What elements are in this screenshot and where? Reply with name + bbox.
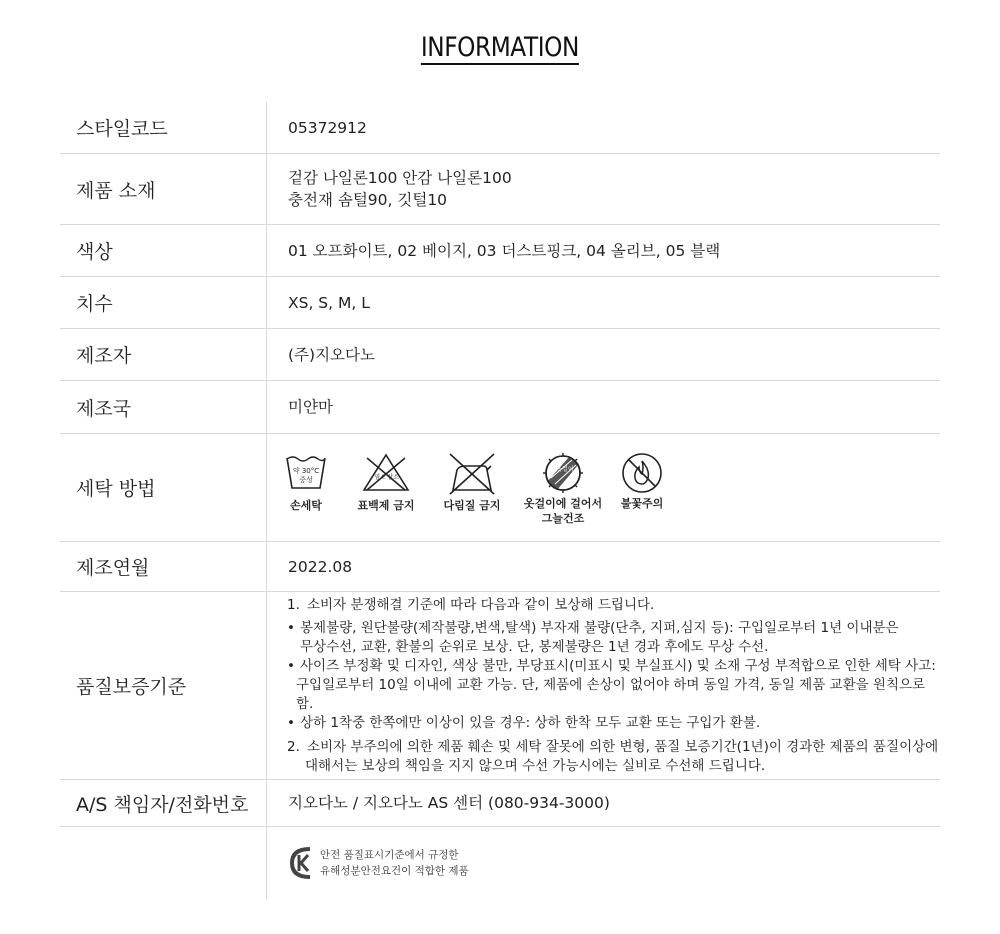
page-title bbox=[0, 32, 1000, 63]
no-iron-caption: 다림질 금지 bbox=[443, 499, 501, 512]
quality-bullet-2: • 사이즈 부정확 및 디자인, 색상 불만, 부당표시(미표시 및 부실표시) 및 소재 구성 부적합으로 인한 세탁 사고: 구입일로부터 10일 이내에 교환 가능. 단, 제품에 손상이 없어야 하며 동일 가격, 동일 제품 교환을 원칙으로 함. bbox=[287, 657, 940, 714]
label-washing: 세탁 방법 bbox=[60, 434, 267, 541]
row-quality bbox=[60, 592, 940, 780]
fire-caution-caption: 불꽃주의 bbox=[620, 497, 664, 510]
no-bleach-caption: 표백제 금지 bbox=[357, 499, 415, 512]
quality-bullet-2-l1: 사이즈 부정확 및 디자인, 색상 불만, 부당표시(미표시 및 부실표시) 및 소재 구성 부적합으로 인한 세탁 사고: bbox=[300, 657, 936, 674]
label-quality: 품질보증기준 bbox=[60, 592, 267, 779]
hand-wash-icon bbox=[284, 452, 328, 492]
hand-wash-temp: 약 30°C bbox=[292, 467, 320, 475]
value-kc bbox=[267, 827, 940, 899]
hang-dry-inner: 옷걸이 bbox=[556, 466, 574, 473]
quality-bullet-3-l1: 상하 1착중 한쪽에만 이상이 있을 경우: 상하 한착 모두 교환 또는 구입가 환불. bbox=[300, 714, 761, 731]
label-country: 제조국 bbox=[60, 381, 267, 433]
value-style-code: 05372912 bbox=[288, 118, 367, 137]
label-kc-empty bbox=[60, 827, 267, 899]
wash-item-bleach bbox=[355, 452, 417, 513]
row-style-code bbox=[60, 102, 940, 154]
label-as: A/S 책임자/전화번호 bbox=[60, 780, 267, 826]
label-material: 제품 소재 bbox=[60, 154, 267, 224]
wash-item-hang bbox=[523, 452, 603, 526]
quality-bullet-1-l2: 무상수선, 교환, 환불의 순위로 보상. 단, 봉제불량은 1년 경과 후에도 무상 수선. bbox=[300, 638, 769, 655]
wash-item-iron bbox=[441, 452, 503, 513]
kc-mark-icon bbox=[288, 845, 314, 881]
quality-text bbox=[287, 596, 940, 776]
value-washing bbox=[267, 434, 940, 541]
hang-dry-shade-icon bbox=[541, 452, 585, 494]
row-maker bbox=[60, 329, 940, 381]
no-bleach-icon bbox=[361, 452, 411, 492]
value-color: 01 오프화이트, 02 베이지, 03 더스트핑크, 04 올리브, 05 블랙 bbox=[288, 241, 721, 260]
value-size: XS, S, M, L bbox=[288, 293, 370, 312]
value-maker: (주)지오다노 bbox=[288, 345, 375, 364]
kc-line-2: 유해성분안전요건이 적합한 제품 bbox=[320, 865, 469, 877]
quality-bullet-3: • 상하 1착중 한쪽에만 이상이 있을 경우: 상하 한착 모두 교환 또는 구입가 환불. bbox=[287, 714, 761, 731]
quality-item-1-text: 소비자 분쟁해결 기준에 따라 다음과 같이 보상해 드립니다. bbox=[307, 596, 655, 613]
quality-bullet-1: • 봉제불량, 원단불량(제작불량,변색,탈색) 부자재 불량(단추, 지퍼,심지 등): 구입일로부터 1년 이내분은 무상수선, 교환, 환불의 순위로 보상. 단, 봉제불량은 1년 경과 후에도 무상 수선. bbox=[287, 619, 899, 655]
kc-line-1: 안전 품질표시기준에서 규정한 bbox=[320, 849, 459, 861]
quality-item-2 bbox=[287, 738, 940, 776]
material-line-2: 충전재 솜털90, 깃털10 bbox=[288, 191, 448, 209]
quality-num-1: 1. bbox=[287, 596, 300, 613]
row-as bbox=[60, 780, 940, 827]
value-date: 2022.08 bbox=[288, 557, 353, 576]
wash-item-fire bbox=[617, 452, 667, 511]
value-quality bbox=[267, 592, 940, 779]
no-bleach-oxygen: 산소 bbox=[387, 474, 399, 481]
fire-caution-icon bbox=[620, 452, 664, 494]
no-iron-icon bbox=[447, 452, 497, 496]
hang-dry-caption-1: 옷걸이에 걸어서 bbox=[523, 497, 603, 510]
row-date bbox=[60, 542, 940, 592]
washing-icons bbox=[284, 452, 667, 526]
info-table bbox=[60, 102, 940, 899]
row-washing bbox=[60, 434, 940, 542]
row-size bbox=[60, 277, 940, 329]
quality-item-2-l1: 소비자 부주의에 의한 제품 훼손 및 세탁 잘못에 의한 변형, 품질 보증기간(1년)이 경과한 제품의 품질이상에 bbox=[307, 738, 939, 755]
quality-item-2-l2: 대해서는 보상의 책임을 지지 않으며 수선 가능시에는 실비로 수선해 드립니다. bbox=[305, 757, 766, 774]
row-country bbox=[60, 381, 940, 434]
hang-dry-caption-2: 그늘건조 bbox=[541, 512, 585, 525]
quality-bullet-2-l2: 구입일로부터 10일 이내에 교환 가능. 단, 제품에 손상이 없어야 하며 동일 가격, 동일 제품 교환을 원칙으로 함. bbox=[296, 676, 926, 712]
no-bleach-chlorine: 염소 bbox=[374, 474, 386, 481]
hand-wash-caption: 손세탁 bbox=[290, 499, 322, 512]
quality-num-2: 2. bbox=[287, 738, 300, 755]
page-title-text: INFORMATION bbox=[420, 32, 580, 63]
label-style-code: 스타일코드 bbox=[60, 102, 267, 153]
wash-item-hand bbox=[284, 452, 328, 513]
value-country: 미얀마 bbox=[288, 398, 333, 416]
hand-wash-neutral: 중성 bbox=[299, 476, 313, 484]
label-date: 제조연월 bbox=[60, 542, 267, 591]
label-size: 치수 bbox=[60, 277, 267, 328]
label-maker: 제조자 bbox=[60, 329, 267, 380]
row-color bbox=[60, 225, 940, 277]
quality-bullet-1-l1: 봉제불량, 원단불량(제작불량,변색,탈색) 부자재 불량(단추, 지퍼,심지 등): 구입일로부터 1년 이내분은 bbox=[300, 619, 899, 636]
row-kc bbox=[60, 827, 940, 899]
value-as: 지오다노 / 지오다노 AS 센터 (080-934-3000) bbox=[288, 794, 610, 812]
quality-item-1 bbox=[287, 596, 940, 615]
label-color: 색상 bbox=[60, 225, 267, 276]
material-line-1: 겉감 나일론100 안감 나일론100 bbox=[288, 169, 512, 187]
value-material bbox=[267, 154, 940, 224]
kc-certification bbox=[288, 845, 469, 881]
row-material bbox=[60, 154, 940, 225]
